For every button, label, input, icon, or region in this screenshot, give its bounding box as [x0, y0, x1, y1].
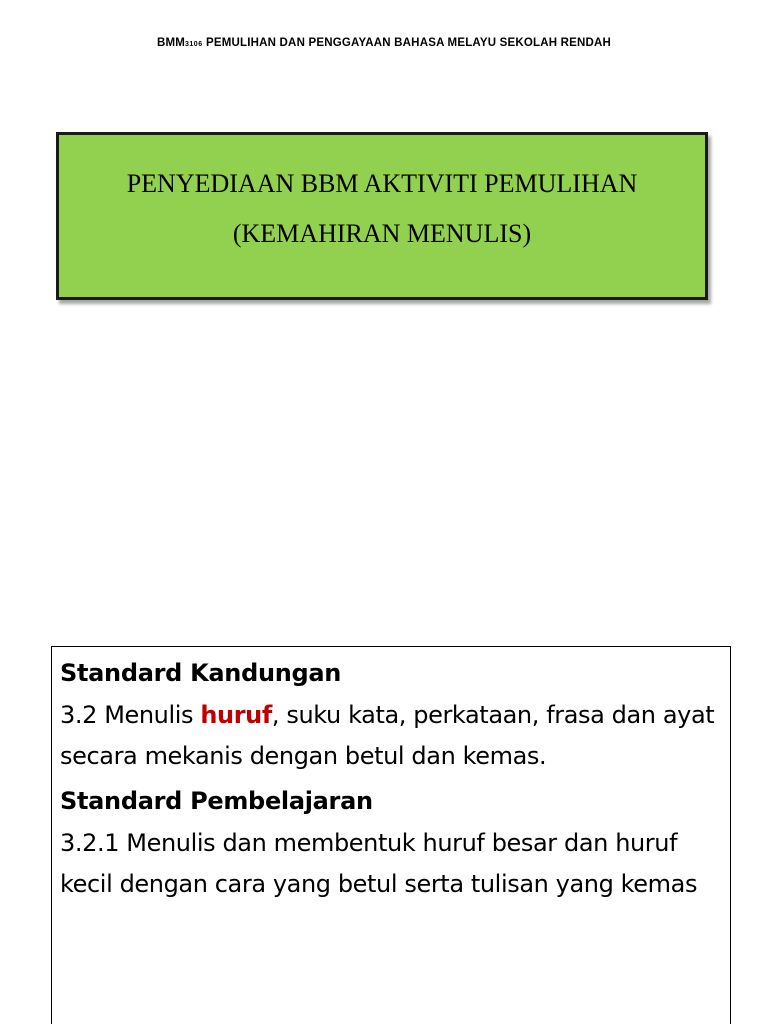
page-header [0, 37, 768, 49]
standard-kandungan-heading: Standard Kandungan [60, 659, 342, 687]
standards-box [51, 646, 731, 1024]
course-title: PEMULIHAN DAN PENGGAYAAN BAHASA MELAYU SEKOLAH RENDAH [206, 37, 612, 49]
standard-kandungan-text [60, 695, 720, 777]
course-code-prefix: BMM [156, 37, 186, 49]
standard-pembelajaran-text: 3.2.1 Menulis dan membentuk huruf besar dan huruf kecil dengan cara yang betul serta tulisan yang kemas [60, 829, 698, 898]
title-line-1: PENYEDIAAN BBM AKTIVITI PEMULIHAN [126, 169, 638, 198]
kandungan-highlight-word: huruf [200, 701, 272, 729]
kandungan-suffix: , suku kata, perkataan, frasa dan ayat secara mekanis dengan betul dan kemas. [60, 701, 715, 770]
course-code-number: 3106 [185, 41, 203, 48]
title-box [56, 132, 708, 300]
standard-pembelajaran-heading: Standard Pembelajaran [60, 787, 373, 815]
title-line-2: (KEMAHIRAN MENULIS) [232, 219, 532, 248]
kandungan-prefix: 3.2 Menulis [60, 701, 201, 729]
